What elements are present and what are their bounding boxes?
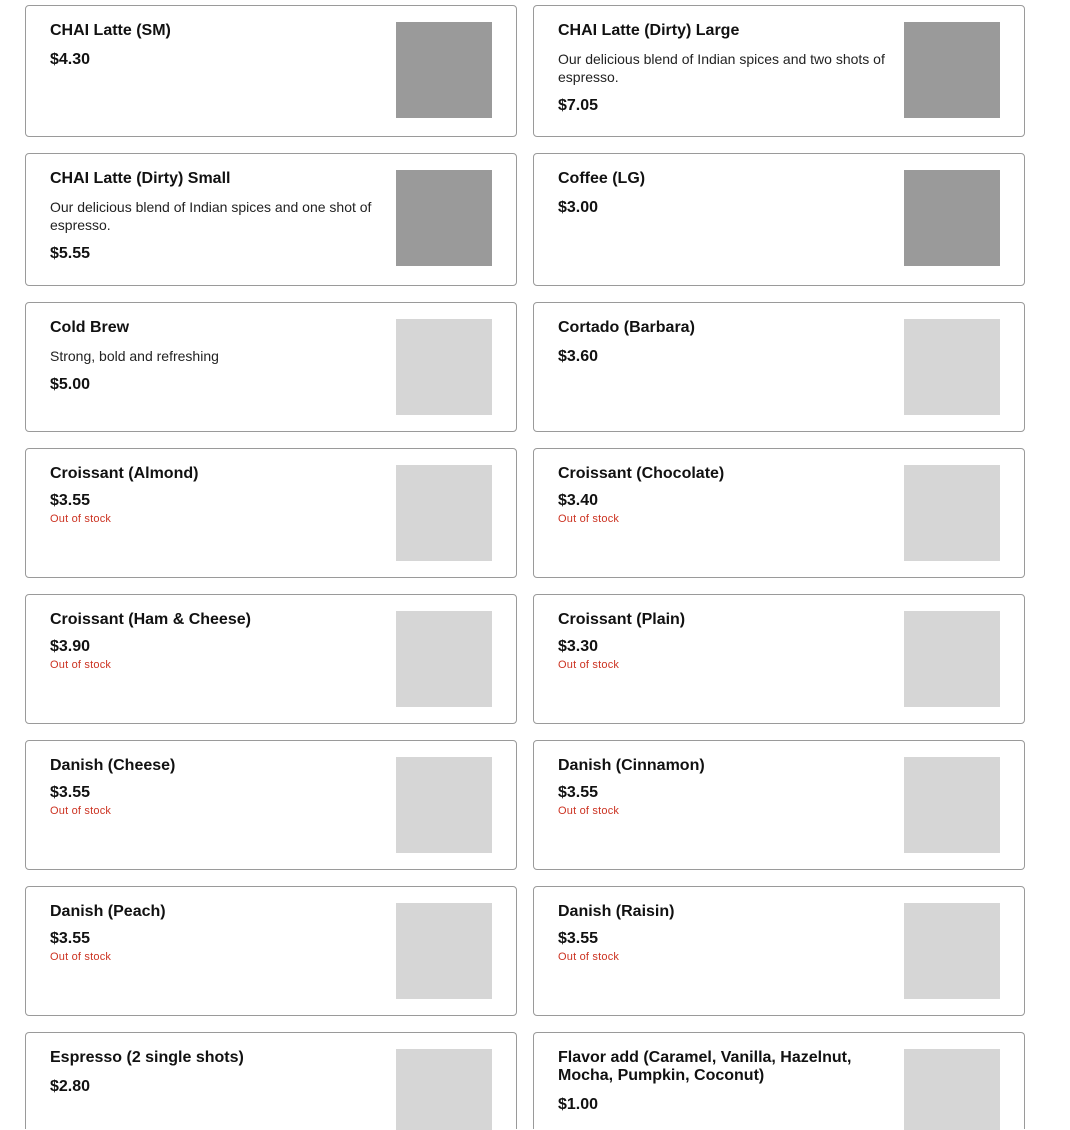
item-price: $5.55 <box>50 245 91 262</box>
item-name: Croissant (Chocolate) <box>558 465 725 482</box>
item-price: $3.40 <box>558 492 599 509</box>
item-price: $3.00 <box>558 199 599 216</box>
menu-item-card[interactable] <box>25 5 517 137</box>
menu-item-card[interactable] <box>25 448 517 578</box>
item-name: Danish (Peach) <box>50 903 166 920</box>
menu-item-card[interactable] <box>533 594 1025 724</box>
item-name: Croissant (Almond) <box>50 465 199 482</box>
item-name: Flavor add (Caramel, Vanilla, Hazelnut, Mocha, Pumpkin, Coconut) <box>558 1049 852 1084</box>
menu-item-card[interactable] <box>25 594 517 724</box>
item-image <box>904 757 1000 853</box>
out-of-stock-label: Out of stock <box>558 805 620 817</box>
item-description: Our delicious blend of Indian spices and one shot of espresso. <box>50 199 372 233</box>
menu-item-card[interactable] <box>25 886 517 1016</box>
item-price: $4.30 <box>50 51 91 68</box>
item-price: $2.80 <box>50 1078 91 1095</box>
item-price: $1.00 <box>558 1096 599 1113</box>
item-price: $3.90 <box>50 638 91 655</box>
out-of-stock-label: Out of stock <box>558 659 620 671</box>
item-name: Danish (Cinnamon) <box>558 757 705 774</box>
item-price: $3.55 <box>558 784 599 801</box>
item-name: Croissant (Ham & Cheese) <box>50 611 251 628</box>
item-price: $3.55 <box>558 930 599 947</box>
menu-item-card[interactable] <box>533 302 1025 432</box>
item-name: CHAI Latte (Dirty) Small <box>50 170 231 187</box>
item-image <box>904 1049 1000 1130</box>
menu-item-card[interactable] <box>533 153 1025 286</box>
out-of-stock-label: Out of stock <box>558 513 620 525</box>
out-of-stock-label: Out of stock <box>50 659 112 671</box>
item-price: $3.60 <box>558 348 599 365</box>
item-image <box>904 903 1000 999</box>
item-name: Danish (Raisin) <box>558 903 675 920</box>
out-of-stock-label: Out of stock <box>558 951 620 963</box>
menu-item-card[interactable] <box>25 740 517 870</box>
item-image <box>396 465 492 561</box>
out-of-stock-label: Out of stock <box>50 951 112 963</box>
item-name: Cold Brew <box>50 319 130 336</box>
item-name: Coffee (LG) <box>558 170 646 187</box>
item-image <box>396 757 492 853</box>
item-price: $5.00 <box>50 376 91 393</box>
item-price: $3.55 <box>50 784 91 801</box>
item-name: CHAI Latte (SM) <box>50 22 171 39</box>
item-name: Danish (Cheese) <box>50 757 176 774</box>
item-image <box>904 22 1000 118</box>
item-image <box>396 611 492 707</box>
item-image <box>904 170 1000 266</box>
item-description: Our delicious blend of Indian spices and two shots of espresso. <box>558 51 885 85</box>
item-name: Croissant (Plain) <box>558 611 686 628</box>
out-of-stock-label: Out of stock <box>50 513 112 525</box>
item-price: $3.30 <box>558 638 599 655</box>
menu-item-card[interactable] <box>533 5 1025 137</box>
out-of-stock-label: Out of stock <box>50 805 112 817</box>
menu-item-card[interactable] <box>533 1032 1025 1129</box>
menu-item-card[interactable] <box>533 448 1025 578</box>
menu-item-card[interactable] <box>25 302 517 432</box>
item-name: CHAI Latte (Dirty) Large <box>558 22 740 39</box>
item-name: Espresso (2 single shots) <box>50 1049 244 1066</box>
menu-item-card[interactable] <box>533 886 1025 1016</box>
menu-item-card[interactable] <box>533 740 1025 870</box>
item-image <box>904 611 1000 707</box>
item-image <box>396 319 492 415</box>
item-image <box>904 319 1000 415</box>
item-image <box>396 22 492 118</box>
menu-item-card[interactable] <box>25 1032 517 1129</box>
item-price: $7.05 <box>558 97 599 114</box>
item-price: $3.55 <box>50 492 91 509</box>
item-description: Strong, bold and refreshing <box>50 348 219 364</box>
item-image <box>396 903 492 999</box>
menu-item-card[interactable] <box>25 153 517 286</box>
item-image <box>396 170 492 266</box>
item-image <box>396 1049 492 1130</box>
item-name: Cortado (Barbara) <box>558 319 695 336</box>
item-image <box>904 465 1000 561</box>
item-price: $3.55 <box>50 930 91 947</box>
